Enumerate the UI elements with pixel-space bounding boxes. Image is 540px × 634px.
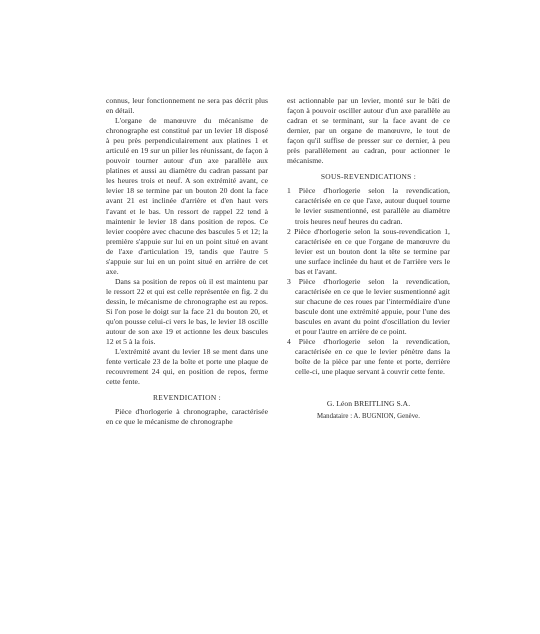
subclaim-4: 4 Pièce d'horlogerie selon la revendication, caractérisée en ce que le levier pénètre dans la boîte de la pièce par une fente et porte, derrière celle-ci, une plaque servant à couvrir cette fente. xyxy=(287,337,450,377)
signature-block xyxy=(287,399,450,422)
paragraph: connus, leur fonctionnement ne sera pas décrit plus en détail. xyxy=(106,96,268,116)
applicant-name: G. Léon BREITLING S.A. xyxy=(326,399,411,409)
claim-heading: REVENDICATION : xyxy=(153,393,221,403)
paragraph: L'extrémité avant du levier 18 se ment dans une fente verticale 23 de la boîte et porte une plaque de recouvrement 24 qui, en position de repos, ferme cette fente. xyxy=(106,347,268,387)
left-column xyxy=(106,96,268,428)
paragraph: Dans sa position de repos où il est maintenu par le ressort 22 et qui est celle représentée en fig. 2 du dessin, le mécanisme de chronographe est au repos. Si l'on pose le doigt sur la face 21 du bouton 20, et qu'on pousse celui-ci vers le bas, le levier 18 oscille autour de son axe 19 et actionne les deux bascules 12 et 5 à la fois. xyxy=(106,276,268,347)
right-column xyxy=(287,96,450,422)
subclaim-1: 1 Pièce d'horlogerie selon la revendication, caractérisée en ce que l'axe, autour duquel tourne le levier susmentionné, est parallèle au diamètre trois heures neuf heures du cadran. xyxy=(287,186,450,226)
paragraph: Pièce d'horlogerie à chronographe, caractérisée en ce que le mécanisme de chronographe xyxy=(106,407,268,427)
subclaim-3: 3 Pièce d'horlogerie selon la revendication, caractérisée en ce que le levier susmentionné agit sur chacune de ces roues par l'intermédiaire d'une bascule dont une extrémité appuie, pour l'une des bascules en avant du point d'oscillation du levier et pour l'autre en arrière de ce point. xyxy=(287,276,450,337)
paragraph: est actionnable par un levier, monté sur le bâti de façon à pouvoir osciller autour d'un axe parallèle au cadran et se terminant, sur la face avant de ce dernier, par un organe de manœuvre, le tout de façon qu'il suffise de presser sur ce dernier, à peu près parallèlement au cadran, pour actionner le mécanisme. xyxy=(287,96,450,166)
agent-line: Mandataire : A. BUGNION, Genève. xyxy=(317,413,420,421)
subclaim-2: 2 Pièce d'horlogerie selon la sous-revendication 1, caractérisée en ce que l'organe de manœuvre du levier est un bouton dont la tête se termine par une surface inclinée du haut et de l'arrière vers le bas et l'avant. xyxy=(287,226,450,276)
subclaims-heading: SOUS-REVENDICATIONS : xyxy=(320,172,417,182)
paragraph: L'organe de manœuvre du mécanisme de chronographe est constitué par un levier 18 disposé à peu près perpendiculairement aux platines 1 et articulé en 19 sur un pilier les réunissant, de façon à pouvoir tourner autour d'un axe parallèle aux platines et aussi au diamètre du cadran passant par les heures trois et neuf. A son extrémité avant, ce levier 18 se termine par un bouton 20 dont la face avant 21 est inclinée d'arrière et d'en haut vers l'avant et le bas. Un ressort de rappel 22 tend à maintenir le levier 18 dans position de repos. Ce levier coopère avec chacune des bascules 5 et 12; la première s'appuie sur lui en un point situé en avant de l'axe d'articulation 19, tandis que l'autre 5 s'appuie sur lui en un point situé en arrière de cet axe. xyxy=(106,116,268,276)
